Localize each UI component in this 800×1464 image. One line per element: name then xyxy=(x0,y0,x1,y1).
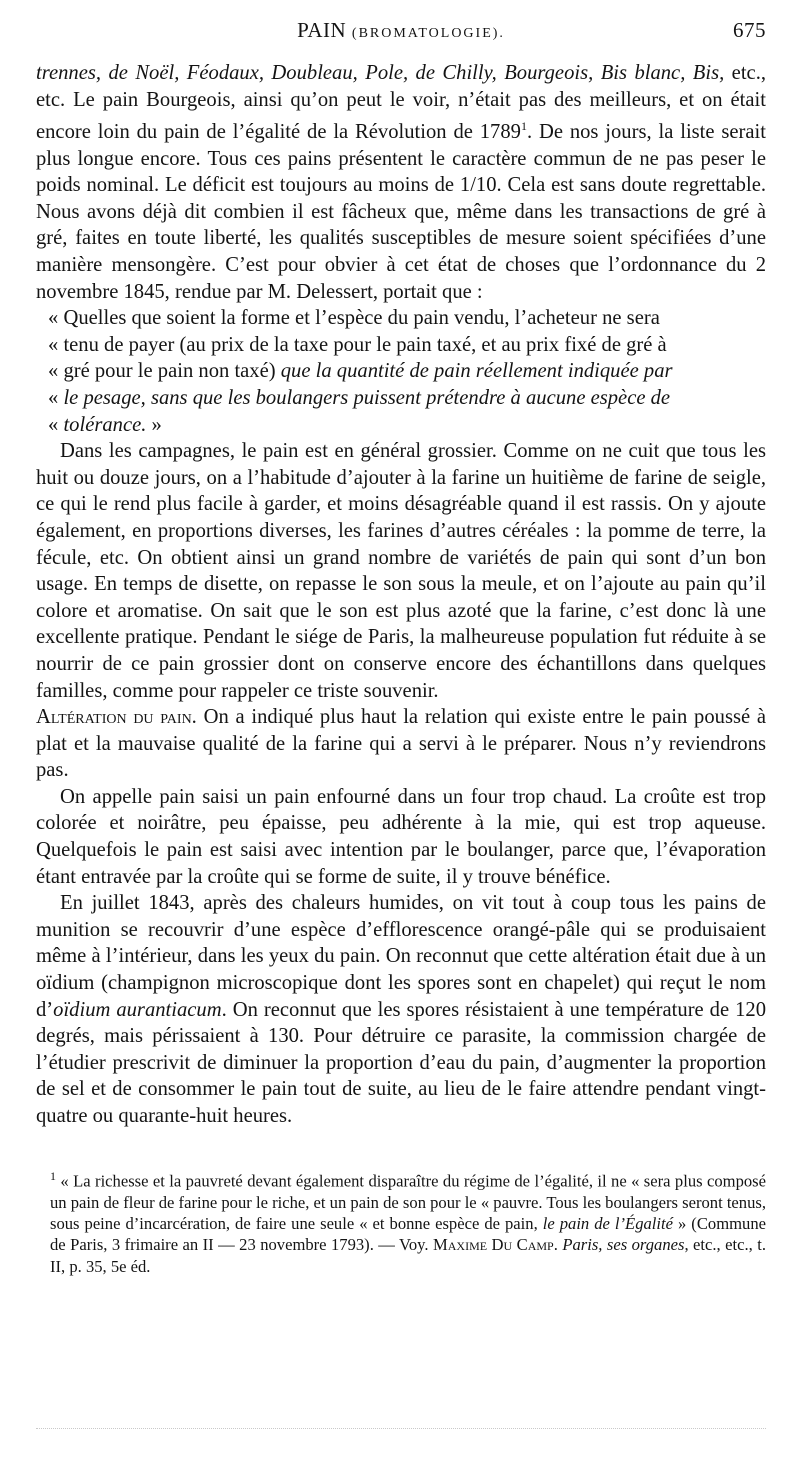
paragraph-1-text: etc., etc. Le pain Bourgeois, ainsi qu’on peut le voir, n’était pas des meilleurs, et on était encore loin du pain de l’égalité de la Révolution de 1789 xyxy=(36,62,766,144)
body-text xyxy=(36,60,766,1130)
footnote-text-b: » (Commune de Paris, 3 frimaire an II — 23 novembre 1793). — Voy. xyxy=(50,1213,766,1255)
quote-line-5-lead: « xyxy=(48,413,64,436)
quote-line-4-lead: « xyxy=(48,386,64,409)
running-title: PAIN xyxy=(297,18,347,42)
section-heading-alteration: Altération du pain. xyxy=(36,706,197,729)
quote-line-5-italic: tolérance. xyxy=(63,413,147,436)
bottom-bleed-line xyxy=(36,1428,766,1430)
footnote-reference: 1 xyxy=(520,119,527,134)
quote-line-1: « Quelles que soient la forme et l’espèce du pain vendu, l’acheteur ne sera xyxy=(48,307,660,330)
paragraph-1 xyxy=(36,60,766,305)
bread-names-italic: trennes, de Noël, Féodaux, Doubleau, Pole, de Chilly, Bourgeois, Bis blanc, Bis, xyxy=(36,62,725,84)
quote-line-3 xyxy=(48,358,766,385)
page-number: 675 xyxy=(733,18,766,42)
running-head xyxy=(36,0,766,60)
quote-line-5 xyxy=(48,412,766,439)
footnote-italic-2: Paris, ses organes xyxy=(562,1235,685,1255)
paragraph-5 xyxy=(36,890,766,1129)
paragraph-2: Dans les campagnes, le pain est en général grossier. Comme on ne cuit que tous les huit ou douze jours, on a l’habitude d’ajouter à la farine un huitième de farine de seigle, ce qui le rend plus facile à garder, et moins désagréable quand il est rassis. On y ajoute également, en proportions diverses, les farines d’autres céréales : la pomme de terre, la fécule, etc. On obtient ainsi un grand nombre de variétés de pain qui sont d’un bon usage. En temps de disette, on repasse le son sous la meule, et on l’ajoute au pain qu’il colore et aromatise. On sait que le son est plus azoté que la farine, c’est donc là une excellente pratique. Pendant le siége de Paris, la malheureuse population fut réduite à se nourrir de ce pain grossier dont on conserve encore des échantillons dans quelques familles, comme pour rappeler ce triste souvenir. xyxy=(36,440,766,702)
footnote-italic-1: le pain de l’Égalité xyxy=(542,1213,673,1233)
footnote-mark: 1 xyxy=(50,1168,56,1183)
quote-line-5-close: » xyxy=(146,413,162,436)
paragraph-1-tail: . De nos jours, la liste serait plus longue encore. Tous ces pains présentent le caractère commun de ne pas peser le poids nominal. Le déficit est toujours au moins de 1/10. Cela est sans doute regrettable. Nous avons déjà dit combien il est fâcheux que, même dans les transactions de gré à gré, faites en toute liberté, les qualités susceptibles de mesure soient spécifiées d’une manière mensongère. C’est pour obvier à cet état de choses que l’ordonnance du 2 novembre 1845, rendue par M. Delessert, portait que : xyxy=(36,121,766,303)
paragraph-4: On appelle pain saisi un pain enfourné dans un four trop chaud. La croûte est trop colorée et noirâtre, peu épaisse, peu adhérente à la mie, qui est trop aqueuse. Quelquefois le pain est saisi avec intention par le boulanger, parce que, l’évaporation étant entravée par la croûte qui se forme de suite, il y trouve bénéfice. xyxy=(36,785,766,888)
quote-line-4-italic: le pesage, sans que les boulangers puissent prétendre à aucune espèce de xyxy=(63,386,671,409)
footnote xyxy=(36,1166,766,1278)
footnote-author: Maxime Du Camp. xyxy=(433,1235,558,1255)
paragraph-5-text-b: . On reconnut que les spores résistaient à une température de 120 degrés, mais périssaient à 130. Pour détruire ce parasite, la commission chargée de l’étudier prescrivit de diminuer la proportion d’eau du pain, d’augmenter la proportion de sel et de consommer le pain tout de suite, au lieu de le faire attendre pendant vingt-quatre ou quarante-huit heures. xyxy=(36,998,766,1128)
footnote-text xyxy=(50,1166,766,1278)
footnote-text-a: « La richesse et la pauvreté devant également disparaître du régime de l’égalité, il ne « sera plus composé un pain de fleur de farine pour le riche, et un pain de son pour le « pauvre. Tous les boulangers seront tenus, sous peine d’incarcération, de faire une seule « et bonne espèce de pain, xyxy=(50,1171,767,1233)
running-subtitle: (BROMATOLOGIE). xyxy=(351,26,505,41)
quote-line-2: « tenu de payer (au prix de la taxe pour le pain taxé, et au prix fixé de gré à xyxy=(48,333,667,356)
quote-line-3-plain: « gré pour le pain non taxé) xyxy=(48,360,281,383)
paragraph-3 xyxy=(36,704,766,784)
paragraph-5-italic-term: oïdium aurantiacum xyxy=(53,998,222,1021)
footnote-spacer xyxy=(36,1130,766,1158)
ordinance-quote xyxy=(36,305,766,438)
quote-line-3-italic: que la quantité de pain réellement indiquée par xyxy=(280,360,673,383)
paragraph-3-text: On a indiqué plus haut la relation qui existe entre le pain poussé à plat et la mauvaise qualité de la farine qui a servi à le préparer. Nous n’y reviendrons pas. xyxy=(36,706,767,782)
paragraph-5-text-a: En juillet 1843, après des chaleurs humides, on vit tout à coup tous les pains de munition se recouvrir d’une espèce d’efflorescence orangé-pâle qui se produisaient même à l’intérieur, dans les yeux du pain. On reconnut que cette altération était due à un oïdium (champignon microscopique dont les spores sont en chapelet) qui reçut le nom d’ xyxy=(36,892,766,1021)
footnote-text-d: , etc., etc., t. II, p. 35, 5e éd. xyxy=(50,1235,766,1276)
quote-line-4 xyxy=(48,385,766,412)
